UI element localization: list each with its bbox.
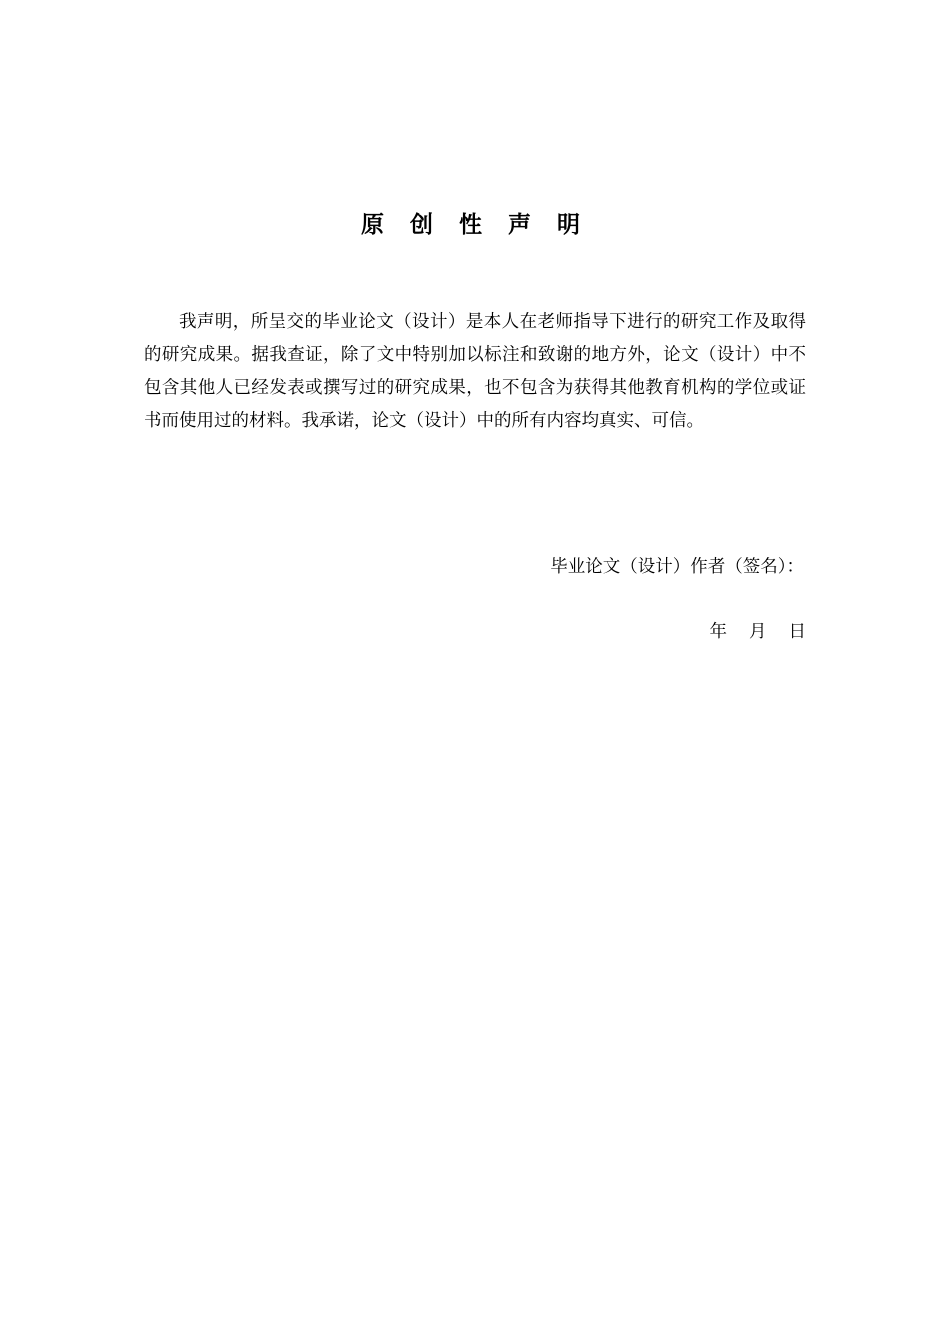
declaration-paragraph: 我声明，所呈交的毕业论文（设计）是本人在老师指导下进行的研究工作及取得的研究成果。据我查证，除了文中特别加以标注和致谢的地方外，论文（设计）中不包含其他人已经发表或撰写过的研究成果，也不包含为获得其他教育机构的学位或证书而使用过的材料。我承诺，论文（设计）中的所有内容均真实、可信。 [144, 312, 806, 431]
date-line [710, 617, 807, 647]
page-title: 原 创 性 声 明 [360, 212, 590, 238]
date-year-label: 年 [709, 622, 727, 642]
date-month-label: 月 [749, 622, 767, 642]
date-day-label: 日 [788, 622, 806, 642]
author-signature-label: 毕业论文（设计）作者（签名）： [550, 557, 804, 577]
